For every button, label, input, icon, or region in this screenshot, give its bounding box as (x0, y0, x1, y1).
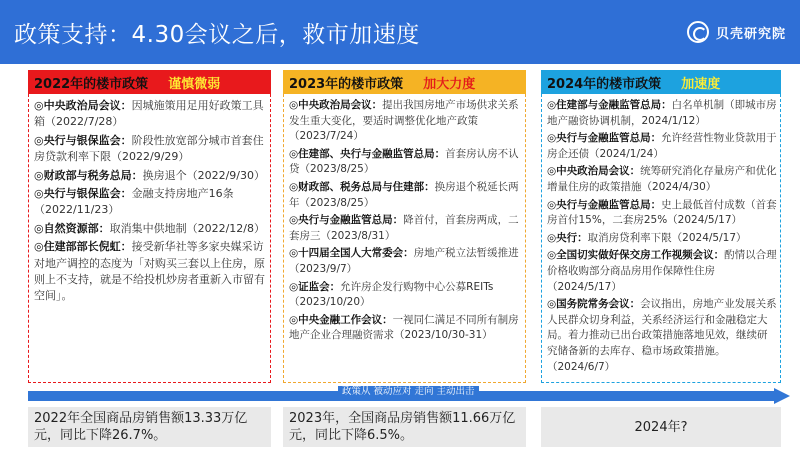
policy-column-2023 (283, 70, 526, 383)
policy-org: ◎十四届全国人大常委会： (289, 247, 414, 260)
column-header (541, 70, 781, 94)
policy-item (547, 198, 777, 229)
column-body (283, 94, 526, 383)
policy-text: 换房退个（2022/9/30） (142, 168, 266, 182)
brand-name: 贝壳研究院 (715, 26, 786, 42)
policy-item (547, 98, 777, 129)
header-bar (0, 0, 800, 64)
policy-org: ◎央行： (547, 231, 588, 244)
policy-text: 史上最低首付成数（首套房首付15%，二套房25%（2024/5/17） (547, 198, 777, 227)
page-title: 政策支持：4.30会议之后，救市加速度 (14, 22, 420, 48)
policy-text: 一视同仁满足不同所有制房地产企业合理融资需求（2023/10/30-31） (289, 313, 519, 342)
policy-text: 首套房认房不认贷（2023/8/25） (289, 147, 519, 176)
policy-text: 换房退个税延长两年（2023/8/25） (289, 180, 519, 209)
policy-text: 提出我国房地产市场供求关系发生重大变化，要适时调整优化地产政策（2023/7/24） (289, 99, 519, 143)
policy-text: 允许经营性物业贷款用于房企还债（2024/1/24） (547, 132, 777, 160)
sales-summary-2022: 2022年全国商品房销售额13.33万亿元，同比下降26.7%。 (28, 407, 271, 447)
brand-logo (687, 19, 786, 45)
policy-text: 统筹研究消化存量房产和优化增量住房的政策措施（2024/4/30） (547, 165, 777, 193)
policy-trend-arrow (28, 388, 790, 404)
column-year-label: 2022年的楼市政策 (34, 76, 149, 92)
column-header (283, 70, 526, 94)
policy-org: ◎中央金融工作会议： (289, 313, 393, 326)
column-year-label: 2024年的楼市政策 (547, 76, 662, 92)
policy-item (34, 98, 267, 131)
column-tag: 加大力度 (423, 76, 476, 92)
arrow-right-icon (774, 388, 790, 404)
policy-org: ◎证监会： (289, 280, 341, 293)
policy-org: ◎住建部、央行与金融监管总局： (289, 147, 446, 160)
column-tag: 谨慎微弱 (168, 76, 221, 92)
policy-item (289, 98, 522, 145)
policy-item (34, 168, 267, 184)
shell-logo-icon (687, 21, 709, 43)
policy-org: ◎自然资源部： (34, 221, 110, 235)
policy-item (289, 246, 522, 277)
policy-text: 会议指出，房地产业发展关系人民群众切身利益，关系经济运行和金融稳定大局。着力推动已出台政策措施落地见效，继续研究储备新的去库存、稳市场政策措施。（2024/6/7） (547, 298, 777, 373)
policy-text: 取消集中供地制（2022/12/8） (109, 221, 266, 235)
policy-item (547, 297, 777, 375)
policy-org: ◎央行与金融监管总局： (547, 132, 662, 145)
column-body (28, 94, 271, 383)
policy-item (34, 186, 267, 219)
policy-text: 白名单机制（即城市房地产融资协调机制，2024/1/12） (547, 99, 777, 127)
policy-item (289, 213, 522, 244)
policy-column-2022 (28, 70, 271, 383)
policy-item (289, 147, 522, 178)
policy-org: ◎中央政治局会议： (547, 165, 641, 178)
policy-org: ◎央行与银保监会： (34, 187, 132, 201)
policy-text: 接受新华社等多家央媒采访对地产调控的态度为「对购买三套以上住房，原则上不支持，就是不给投机炒房者重新入市留有空间」。 (34, 240, 265, 303)
policy-item (547, 248, 777, 295)
policy-item (547, 164, 777, 195)
policy-text: 阶段性放宽部分城市首套住房贷款利率下限（2022/9/29） (34, 133, 264, 164)
policy-item (289, 280, 522, 311)
policy-org: ◎中央政治局会议： (289, 99, 383, 111)
summary-question: 2024年? (634, 419, 688, 435)
policy-org: ◎央行与银保监会： (34, 133, 132, 147)
policy-text: 金融支持房地产16条（2022/11/23） (34, 187, 234, 217)
policy-text: 降首付，首套房两成，二套房三（2023/8/31） (289, 214, 519, 242)
arrow-label: 政策从 被动应对 走向 主动出击 (338, 386, 479, 398)
column-tag: 加速度 (681, 76, 721, 92)
policy-org: ◎全国切实做好保交房工作视频会议： (547, 249, 725, 262)
policy-org: ◎央行与金融监管总局： (547, 198, 662, 211)
sales-summary-2024 (541, 407, 781, 447)
policy-text: 酌情以合理价格收购部分商品房用作保障性住房（2024/5/17） (547, 249, 777, 293)
policy-item (34, 133, 267, 166)
policy-org: ◎财政部、税务总局与住建部： (289, 180, 435, 193)
policy-org: ◎住建部部长倪虹： (34, 240, 132, 254)
policy-text: 取消房贷利率下限（2024/5/17） (587, 231, 747, 244)
policy-item (289, 313, 522, 344)
policy-text: 房地产税立法暂缓推进（2023/9/7） (289, 247, 519, 275)
policy-org: ◎财政部与税务总局： (34, 168, 143, 182)
policy-item (289, 180, 522, 211)
policy-item (547, 131, 777, 162)
sales-summary-2023: 2023年，全国商品房销售额11.66万亿元，同比下降6.5%。 (283, 407, 526, 447)
policy-org: ◎央行与金融监管总局： (289, 214, 404, 227)
policy-item (547, 231, 777, 247)
policy-item (34, 221, 267, 237)
policy-text: 因城施策用足用好政策工具箱（2022/7/28） (34, 99, 264, 129)
policy-item (34, 239, 267, 305)
column-body (541, 94, 781, 383)
policy-org: ◎中央政治局会议： (34, 99, 132, 112)
policy-org: ◎国务院常务会议： (547, 298, 641, 311)
policy-column-2024 (541, 70, 781, 383)
column-header (28, 70, 271, 94)
policy-text: 允许房企发行购物中心公募REITs（2023/10/20） (289, 280, 494, 309)
column-year-label: 2023年的楼市政策 (289, 76, 404, 92)
policy-org: ◎住建部与金融监管总局： (547, 99, 672, 111)
